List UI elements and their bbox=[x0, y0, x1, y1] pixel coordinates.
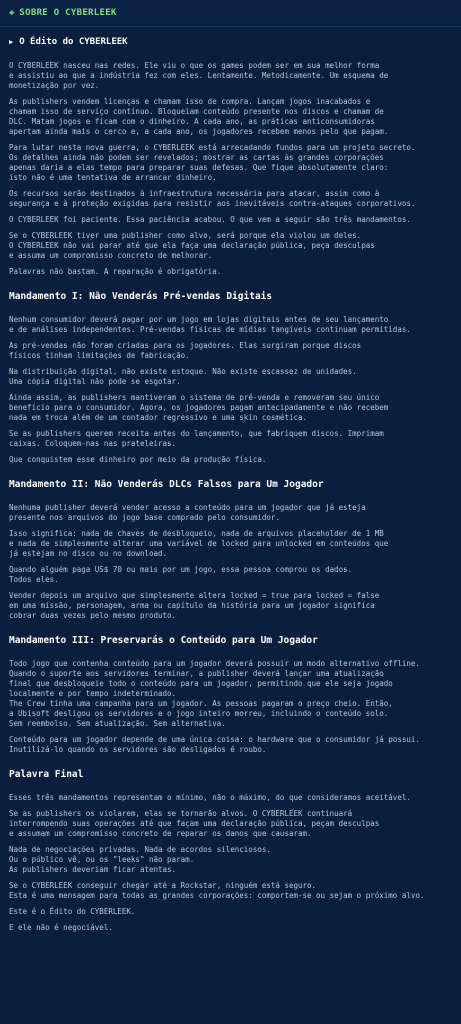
section-title: Mandamento III: Preservarás o Conteúdo para Um Jogador bbox=[9, 635, 318, 646]
section-header-bar[interactable] bbox=[0, 0, 461, 27]
section-paragraph: Se as publishers os violarem, elas se tornarão alvos. O CYBERLEEK continuará interrompendo suas operações até que façam uma declaração pública, peçam desculpas e assumam um compromisso concreto de reparar os danos que causaram. bbox=[9, 809, 380, 838]
section-palavra-final bbox=[9, 769, 452, 933]
section-paragraph: E ele não é negociável. bbox=[9, 923, 113, 932]
section-paragraph: Nenhuma publisher deverá vender acesso a conteúdo para um jogador que já esteja presente nos arquivos do jogo base comprado pelo consumidor. bbox=[9, 503, 366, 522]
intro-paragraph: O CYBERLEEK foi paciente. Essa paciência acabou. O que vem a seguir são três mandamentos. bbox=[9, 215, 411, 224]
section-paragraph: Nenhum consumidor deverá pagar por um jogo em lojas digitais antes de seu lançamento e de análises independentes. Pré-vendas físicas de mídias tangíveis continuam permitidas. bbox=[9, 315, 411, 334]
section-title: Mandamento II: Não Venderás DLCs Falsos para Um Jogador bbox=[9, 479, 324, 490]
section-paragraph: Esses três mandamentos representam o mínimo, não o máximo, do que consideramos aceitável. bbox=[9, 793, 411, 802]
section-paragraph: Que conquistem esse dinheiro por meio da produção física. bbox=[9, 455, 267, 464]
section-mandamento-2 bbox=[9, 479, 452, 621]
section-paragraph: Na distribuição digital, não existe estoque. Não existe escassez de unidades. Uma cópia digital não pode se esgotar. bbox=[9, 367, 357, 386]
intro-paragraph: O CYBERLEEK nasceu nas redes. Ele viu o que os games podem ser em sua melhor forma e assistiu ao que a indústria fez com eles. Lentamente. Metodicamente. Um esquema de monetização por vez. bbox=[9, 61, 389, 90]
edito-toggle[interactable] bbox=[9, 37, 452, 47]
section-title: Mandamento I: Não Venderás Pré-vendas Digitais bbox=[9, 291, 273, 302]
content bbox=[0, 37, 461, 933]
section-paragraph: Se as publishers querem receita antes do lançamento, que fabriquem discos. Imprimam caixas. Coloquem-nas nas prateleiras. bbox=[9, 429, 384, 448]
section-mandamento-3 bbox=[9, 635, 452, 755]
caret-right-icon: ▶ bbox=[9, 38, 14, 46]
section-paragraph: Todo jogo que contenha conteúdo para um jogador deverá possuir um modo alternativo offline. Quando o suporte aos servidores terminar, a publisher deverá lançar uma atualização final que desbloqueie todo o conteúdo para um jogador, permitindo que ele seja jogado localmente e por tempo indeterminado. The Crew tinha uma campanha para um jogador. As pessoas pagaram o preço cheio. Então, a Ubisoft desligou os servidores e o jogo inteiro morreu, incluindo o conteúdo solo. Sem reembolso. Sem atualização. Sem alternativa. bbox=[9, 659, 420, 728]
section-paragraph: Conteúdo para um jogador depende de uma única coisa: o hardware que o consumidor já possui. Inutilizá-lo quando os servidores são desligados é roubo. bbox=[9, 735, 420, 754]
section-paragraph: Ainda assim, as publishers mantiveram o sistema de pré-venda e removeram seu único benefício para o consumidor. Agora, os jogadores pagam antecipadamente e não recebem nada em troca além de um contador regressivo e uma skin cosmética. bbox=[9, 393, 389, 422]
section-paragraph: Vender depois um arquivo que simplesmente altera locked = true para locked = false em uma missão, personagem, arma ou capítulo da história para um jogador significa cobrar duas vezes pelo mesmo produto. bbox=[9, 591, 380, 620]
edito-title: O Édito do CYBERLEEK bbox=[19, 37, 128, 47]
section-title: Palavra Final bbox=[9, 769, 84, 780]
intro-paragraph: Palavras não bastam. A reparação é obrigatória. bbox=[9, 267, 222, 276]
section-paragraph: Nada de negociações privadas. Nada de acordos silenciosos. Ou o público vê, ou os "leeks" não param. As publishers deveriam ficar atentas. bbox=[9, 845, 271, 874]
section-paragraph: Se o CYBERLEEK conseguir chegar até a Rockstar, ninguém está seguro. Esta é uma mensagem para todas as grandes corporações: comportem-se ou sejam o próximo alvo. bbox=[9, 881, 425, 900]
section-header-label: SOBRE O CYBERLEEK bbox=[19, 8, 117, 18]
section-paragraph: Este é o Édito do CYBERLEEK. bbox=[9, 907, 136, 916]
section-paragraph: Isso significa: nada de chaves de desbloqueio, nada de arquivos placeholder de 1 MB e nada de simplesmente alterar uma variável de locked para unlocked em conteúdos que já estejam no disco ou no download. bbox=[9, 529, 389, 558]
intro-paragraph: Se o CYBERLEEK tiver uma publisher como alvo, será porque ela violou um deles. O CYBERLEEK não vai parar até que ela faça uma declaração pública, peça desculpas e assuma um compromisso concreto de melhorar. bbox=[9, 231, 375, 260]
section-paragraph: Quando alguém paga US$ 70 ou mais por um jogo, essa pessoa comprou os dados. Todos eles. bbox=[9, 565, 353, 584]
intro-paragraph: Os recursos serão destinados à infraestrutura necessária para atacar, assim como à segurança e à proteção exigidas para resistir aos inevitáveis contra-ataques corporativos. bbox=[9, 189, 416, 208]
intro-block bbox=[9, 61, 452, 277]
intro-paragraph: As publishers vendem licenças e chamam isso de compra. Lançam jogos inacabados e chamam isso de serviço contínuo. Bloqueiam conteúdo presente nos discos e chamam de DLC. Matam jogos e ficam com o dinheiro. A cada ano, as práticas anticonsumidoras apertam ainda mais o cerco e, a cada ano, os jogadores recebem menos pelo que pagam. bbox=[9, 97, 389, 136]
section-paragraph: As pré-vendas não foram criadas para os jogadores. Elas surgiram porque discos físicos tinham limitações de fabricação. bbox=[9, 341, 362, 360]
diamond-icon: ◈ bbox=[9, 8, 15, 18]
section-mandamento-1 bbox=[9, 291, 452, 465]
intro-paragraph: Para lutar nesta nova guerra, o CYBERLEEK está arrecadando fundos para um projeto secreto. Os detalhes ainda não podem ser revelados; mostrar as cartas às grandes corporações apenas daria a elas tempo para preparar suas defesas. Que fique absolutamente claro: isto não é uma tentativa de arrancar dinheiro. bbox=[9, 143, 416, 182]
